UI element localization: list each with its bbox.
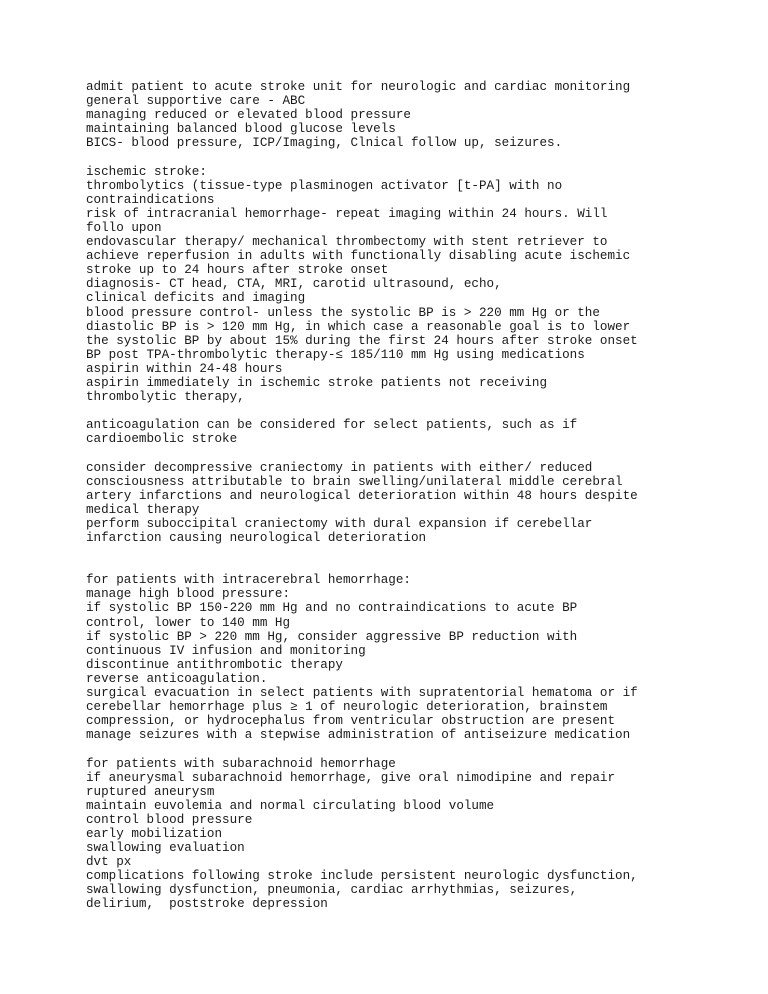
text-line: if systolic BP 150-220 mm Hg and no contraindications to acute BP — [86, 601, 578, 616]
text-line: diastolic BP is > 120 mm Hg, in which case a reasonable goal is to lower — [86, 319, 631, 334]
text-line: thrombolytic therapy, — [86, 390, 245, 405]
text-line: artery infarctions and neurological deterioration within 48 hours despite — [86, 488, 638, 503]
text-line: control, lower to 140 mm Hg — [86, 615, 291, 630]
text-line: infarction causing neurological deterioration — [86, 531, 427, 545]
text-line: medical therapy — [86, 502, 200, 517]
text-line: swallowing evaluation — [86, 841, 245, 856]
text-line: for patients with subarachnoid hemorrhage — [86, 756, 396, 771]
text-line: manage high blood pressure: — [86, 587, 291, 602]
text-line: continuous IV infusion and monitoring — [86, 643, 366, 658]
text-line: perform suboccipital craniectomy with dural expansion if cerebellar — [86, 516, 593, 531]
text-line: anticoagulation can be considered for select patients, such as if — [86, 418, 578, 433]
text-line: aspirin within 24-48 hours — [86, 361, 283, 376]
text-line: maintain euvolemia and normal circulating blood volume — [86, 798, 495, 813]
text-line: managing reduced or elevated blood pressure — [86, 108, 411, 123]
text-line: cardioembolic stroke — [86, 432, 238, 447]
text-line: diagnosis- CT head, CTA, MRI, carotid ultrasound, echo, — [86, 277, 502, 292]
text-line — [86, 545, 756, 559]
text-line: discontinue antithrombotic therapy — [86, 657, 343, 672]
text-line: delirium, poststroke depression — [86, 897, 328, 912]
text-line: if aneurysmal subarachnoid hemorrhage, give oral nimodipine and repair — [86, 770, 616, 785]
text-line: surgical evacuation in select patients with supratentorial hematoma or if — [86, 686, 638, 701]
text-line: consider decompressive craniectomy in patients with either/ reduced — [86, 460, 593, 475]
text-line: blood pressure control- unless the systolic BP is > 220 mm Hg or the — [86, 305, 600, 320]
text-line — [86, 742, 756, 756]
text-line: early mobilization — [86, 826, 223, 841]
text-line — [86, 404, 756, 418]
text-line — [86, 446, 756, 460]
text-line: manage seizures with a stepwise administration of antiseizure medication — [86, 728, 631, 743]
text-line: control blood pressure — [86, 812, 253, 827]
text-line: BICS- blood pressure, ICP/Imaging, Clnical follow up, seizures. — [86, 136, 563, 151]
text-line: maintaining balanced blood glucose levels — [86, 122, 396, 137]
text-line: compression, or hydrocephalus from ventricular obstruction are present — [86, 714, 616, 729]
text-line: contraindications — [86, 192, 215, 207]
text-line: complications following stroke include persistent neurologic dysfunction, — [86, 869, 638, 884]
text-line — [86, 150, 756, 164]
text-line: risk of intracranial hemorrhage- repeat imaging within 24 hours. Will — [86, 206, 608, 221]
text-line: admit patient to acute stroke unit for neurologic and cardiac monitoring — [86, 80, 631, 94]
text-line: reverse anticoagulation. — [86, 671, 268, 686]
text-line: ruptured aneurysm — [86, 784, 215, 799]
text-line: swallowing dysfunction, pneumonia, cardiac arrhythmias, seizures, — [86, 883, 578, 898]
text-line: cerebellar hemorrhage plus ≥ 1 of neurologic deterioration, brainstem — [86, 700, 608, 715]
text-line: BP post TPA-thrombolytic therapy-≤ 185/110 mm Hg using medications — [86, 347, 585, 362]
text-line: clinical deficits and imaging — [86, 291, 306, 306]
text-line: thrombolytics (tissue-type plasminogen activator [t-PA] with no — [86, 178, 563, 193]
document-text — [86, 80, 756, 912]
text-line: if systolic BP > 220 mm Hg, consider aggressive BP reduction with — [86, 629, 578, 644]
text-line: dvt px — [86, 855, 132, 870]
text-line: ischemic stroke: — [86, 164, 207, 179]
text-line: for patients with intracerebral hemorrhage: — [86, 573, 411, 588]
text-line: general supportive care - ABC — [86, 94, 306, 109]
text-line — [86, 559, 756, 573]
text-line: consciousness attributable to brain swelling/unilateral middle cerebral — [86, 474, 623, 489]
text-line: the systolic BP by about 15% during the first 24 hours after stroke onset — [86, 333, 638, 348]
text-line: stroke up to 24 hours after stroke onset — [86, 263, 389, 278]
text-line: aspirin immediately in ischemic stroke patients not receiving — [86, 375, 548, 390]
text-line: follo upon — [86, 220, 162, 235]
text-line: endovascular therapy/ mechanical thrombectomy with stent retriever to — [86, 235, 608, 250]
text-line: achieve reperfusion in adults with functionally disabling acute ischemic — [86, 249, 631, 264]
